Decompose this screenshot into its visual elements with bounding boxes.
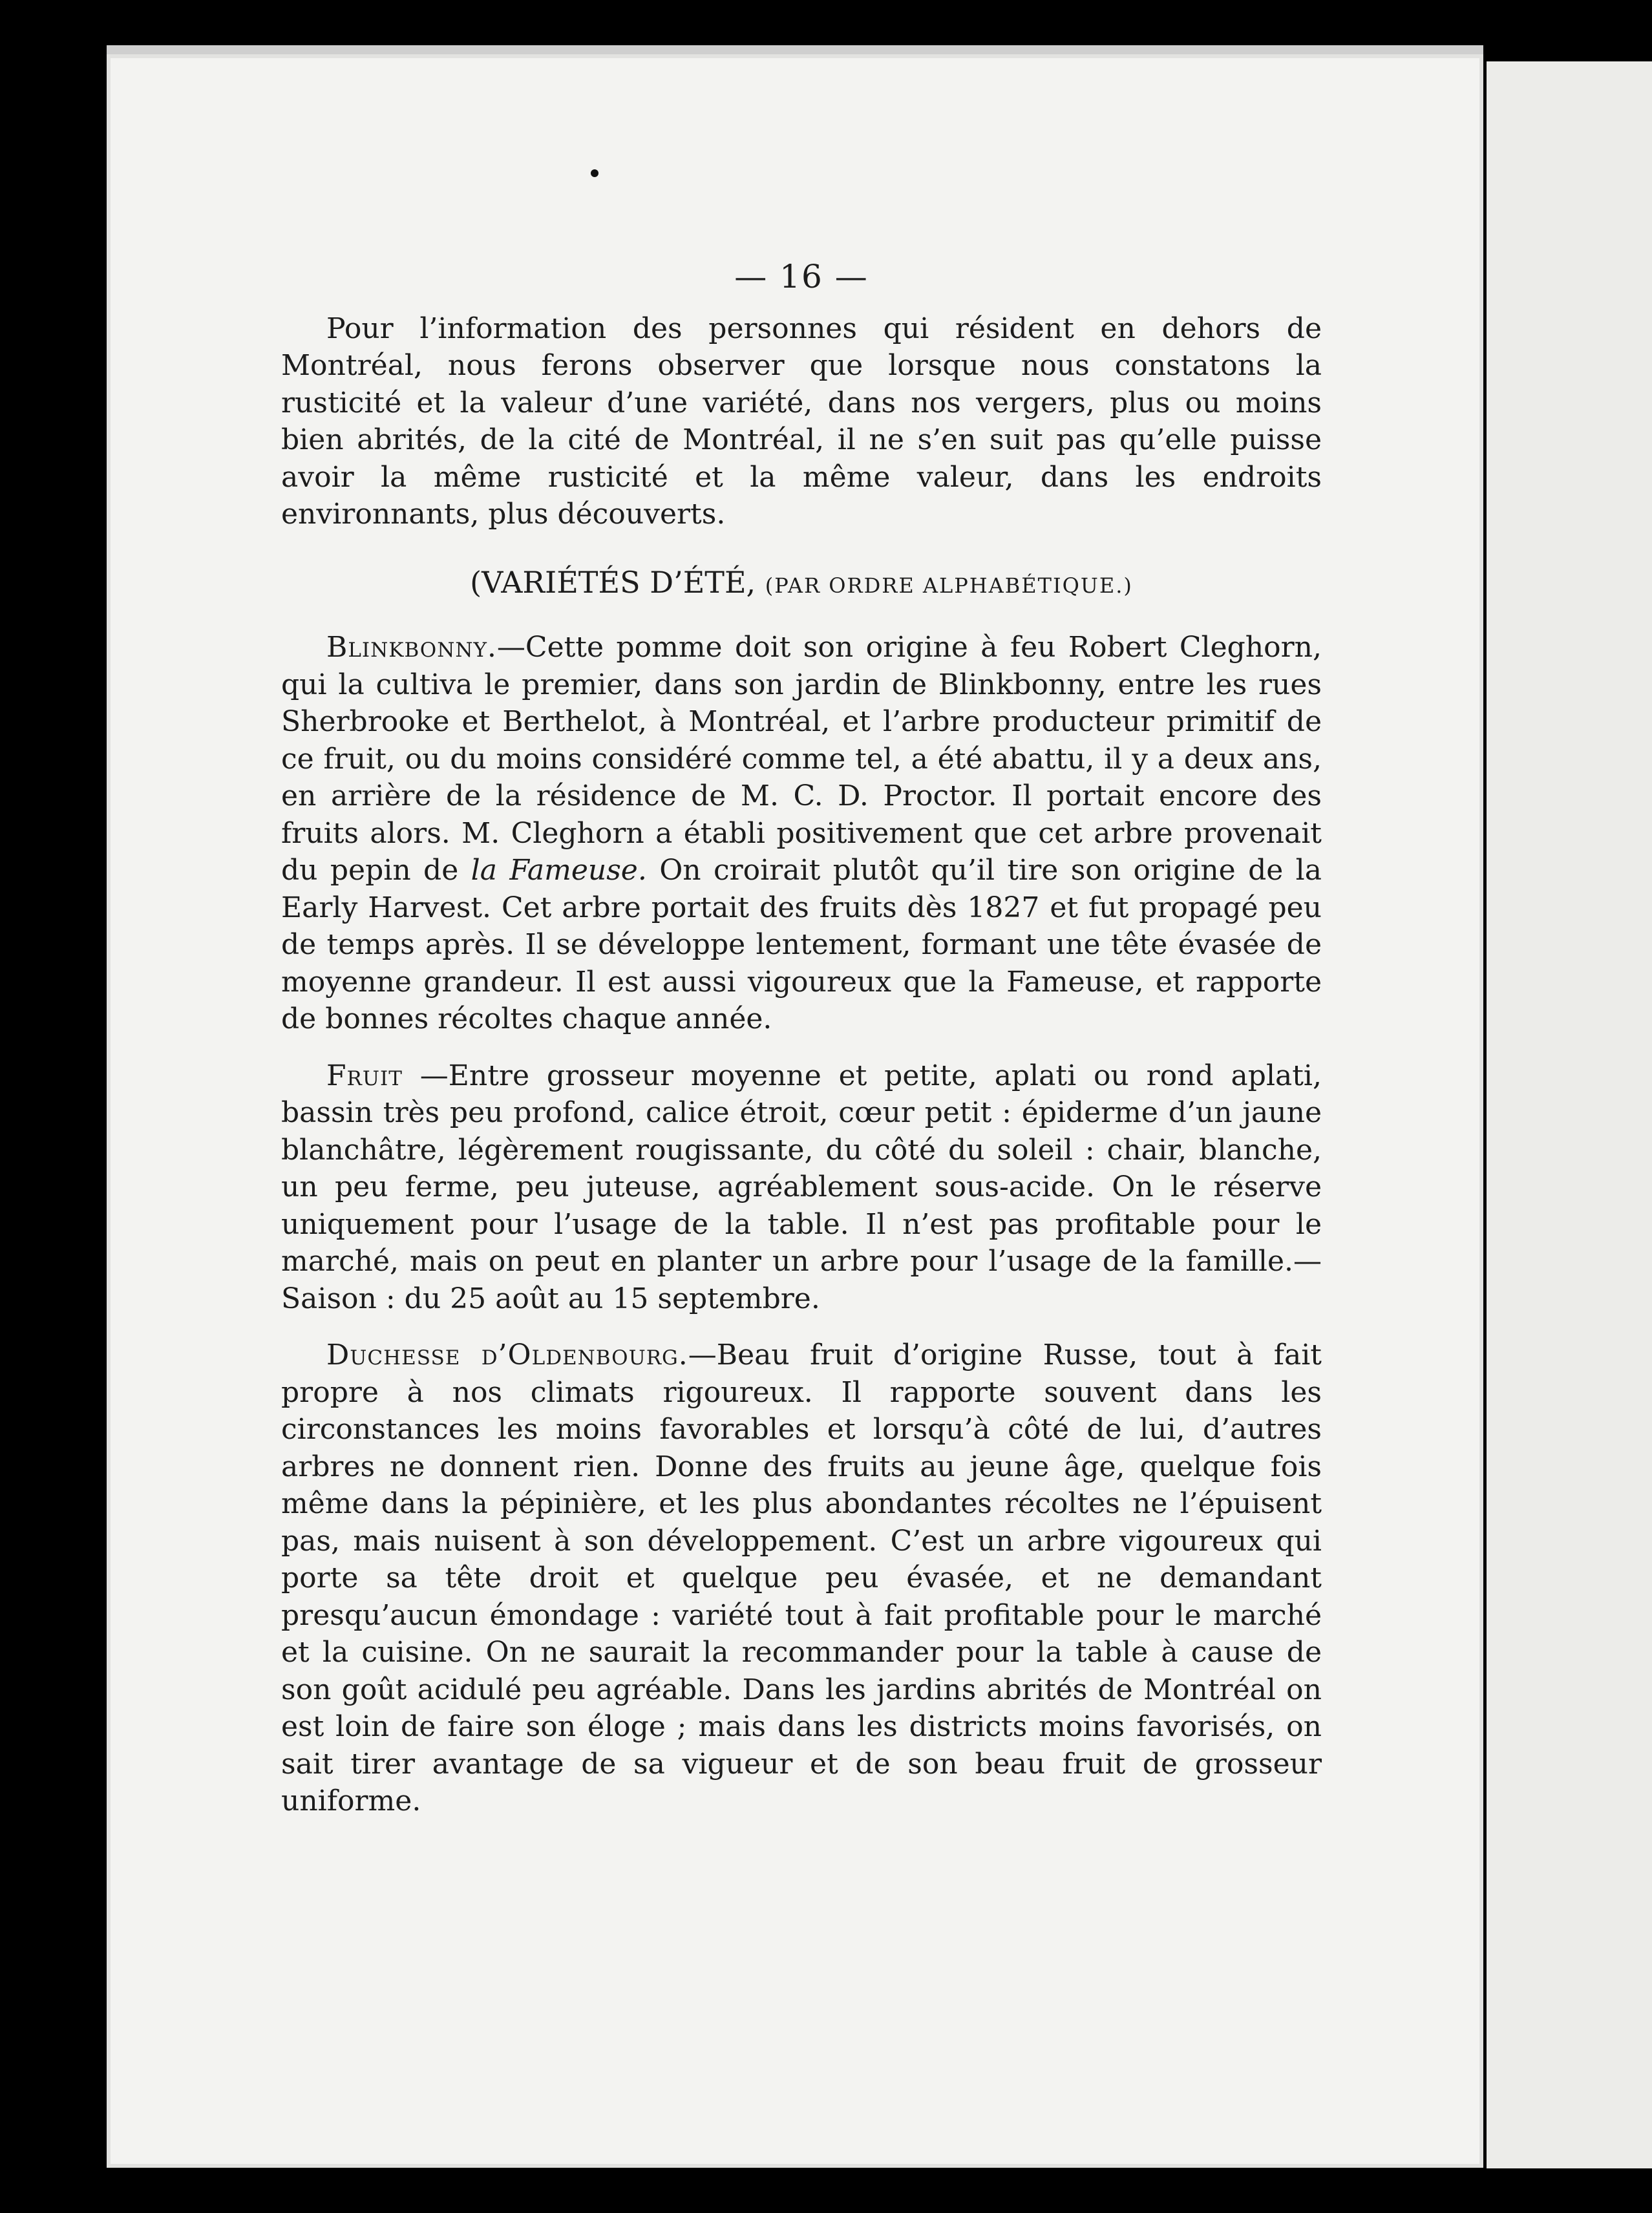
entry-blinkbonny xyxy=(281,629,1322,1038)
entry-heading: Duchesse d’Oldenbourg. xyxy=(326,1339,688,1371)
page-text xyxy=(281,259,1322,1820)
entry-fruit xyxy=(281,1057,1322,1318)
ink-speck xyxy=(591,169,598,177)
entry-text: —Cette pomme doit son origine à feu Robert Cleghorn, qui la cultiva le premier, dans son jardin de Blinkbonny, entre les rues Sherbrooke et Berthelot, à Montréal, et l’arbre producteur primitif de ce fruit, ou du moins considéré comme tel, a été abattu, il y a deux ans, en arrière de la résidence de M. C. D. Proctor. Il portait encore des fruits alors. M. Cleghorn a établi positivement que cet arbre provenait du pepin de xyxy=(281,631,1322,887)
section-title-sub: (PAR ORDRE ALPHABÉTIQUE.) xyxy=(765,573,1133,598)
entry-text-after: On croirait plutôt qu’il tire son origine de la Early Harvest. Cet arbre portait des fruits dès 1827 et fut propagé peu de temps après. Il se développe lentement, formant une tête évasée de moyenne grandeur. Il est aussi vigoureux que la Fameuse, et rapporte de bonnes récoltes chaque année. xyxy=(281,854,1322,1035)
facing-page-edge xyxy=(1487,61,1652,2168)
entry-text: —Beau fruit d’origine Russe, tout à fait propre à nos climats rigoureux. Il rapporte souvent dans les circonstances les moins favorables et lorsqu’à côté de lui, d’autres arbres ne donnent rien. Donne des fruits au jeune âge, quelque fois même dans la pépinière, et les plus abondantes récoltes ne l’épuisent pas, mais nuisent à son développement. C’est un arbre vigoureux qui porte sa tête droit et quelque peu évasée, et ne demandant presqu’aucun émondage : variété tout à fait profitable pour le marché et la cuisine. On ne saurait la recommander pour la table à cause de son goût acidulé peu agréable. Dans les jardins abrités de Montréal on est loin de faire son éloge ; mais dans les districts moins favorisés, on sait tirer avantage de sa vigueur et de son beau fruit de grosseur uniforme. xyxy=(281,1339,1322,1817)
intro-paragraph: Pour l’information des personnes qui résident en dehors de Montréal, nous ferons observer que lorsque nous constatons la rusticité et la valeur d’une variété, dans nos vergers, plus ou moins bien abrités, de la cité de Montréal, il ne s’en suit pas qu’elle puisse avoir la même rusticité et la même valeur, dans les endroits environnants, plus découverts. xyxy=(281,312,1322,531)
entry-text: —Entre grosseur moyenne et petite, aplati ou rond aplati, bassin très peu profond, calice étroit, cœur petit : épiderme d’un jaune blanchâtre, légèrement rougissante, du côté du soleil : chair, blanche, un peu ferme, peu juteuse, agréablement sous-acide. On le réserve uniquement pour l’usage de la table. Il n’est pas profitable pour le marché, mais on peut en planter un arbre pour l’usage de la famille.—Saison : du 25 août au 15 septembre. xyxy=(281,1059,1322,1315)
entry-italic: la Fameuse. xyxy=(471,854,647,887)
section-title xyxy=(281,564,1322,605)
entry-heading: Blinkbonny. xyxy=(326,631,497,664)
page-number: — 16 — xyxy=(734,258,869,295)
section-title-main: (VARIÉTÉS D’ÉTÉ, xyxy=(470,564,756,600)
entry-duchesse xyxy=(281,1337,1322,1820)
entry-heading: Fruit xyxy=(326,1059,403,1092)
